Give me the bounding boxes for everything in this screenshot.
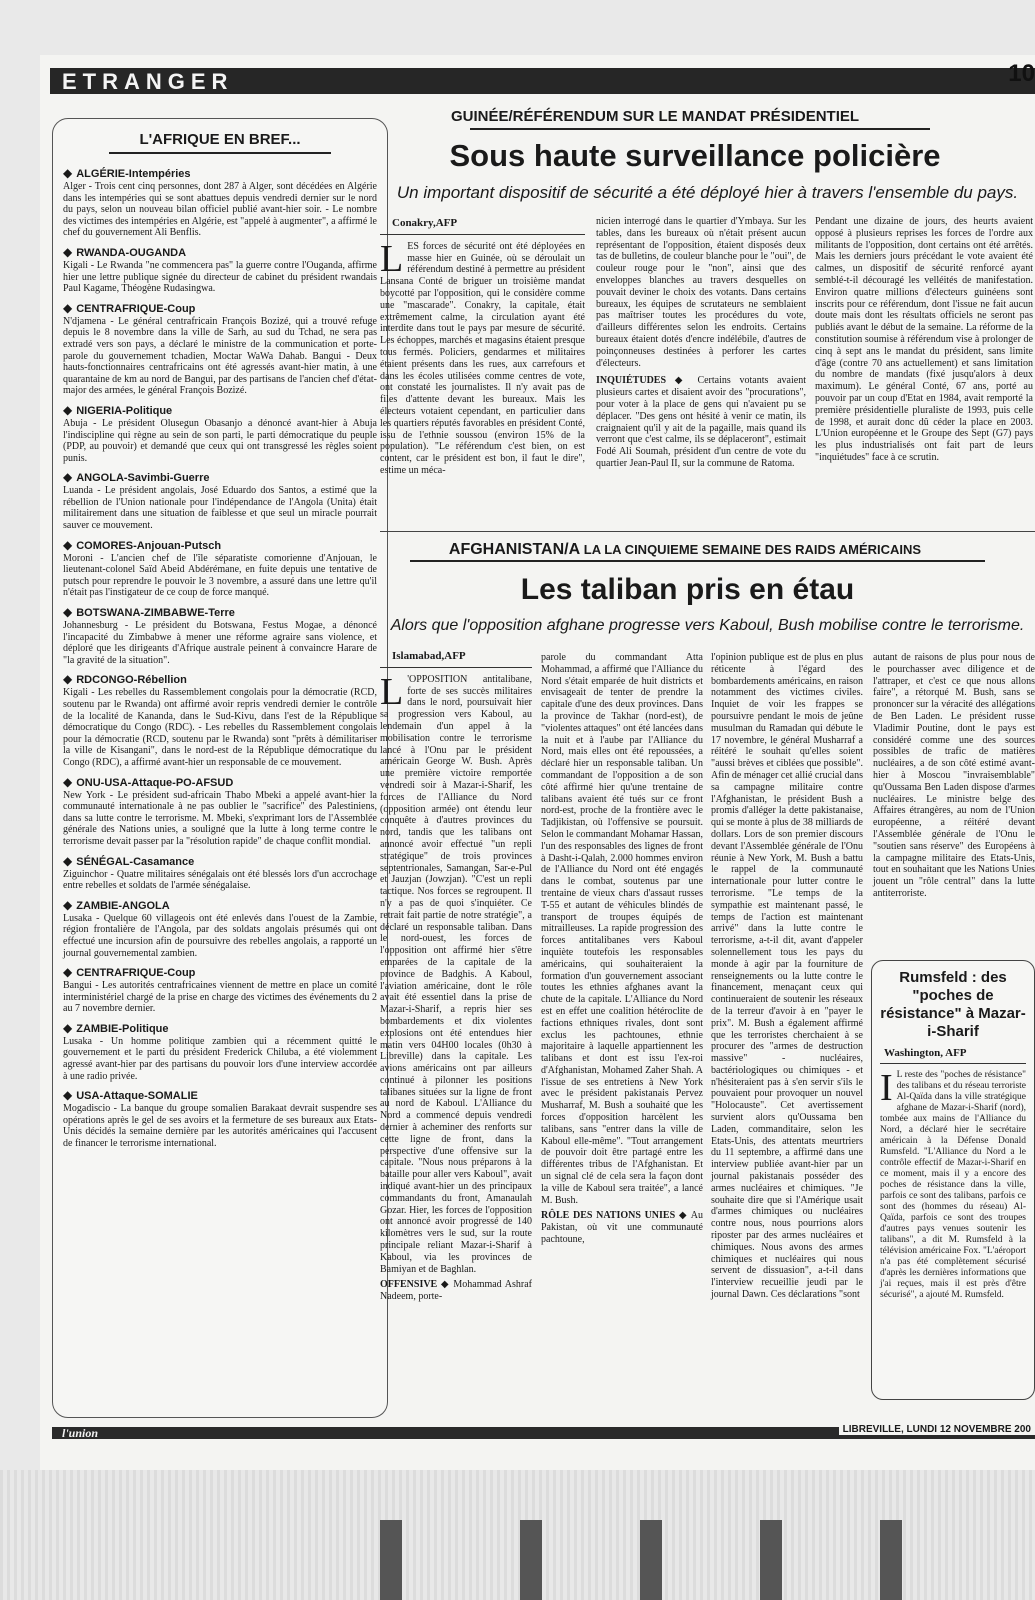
brief-list — [63, 166, 377, 1150]
brief-item-heading — [63, 854, 377, 868]
brief-item-heading — [63, 605, 377, 619]
footer-dateline: LIBREVILLE, LUNDI 12 NOVEMBRE 200 — [839, 1424, 1035, 1435]
section-title: ETRANGER — [62, 69, 234, 94]
rumsfeld-inset-box — [871, 960, 1035, 1400]
afghan-kicker-rest: LA LA CINQUIEME SEMAINE DES RAIDS AMÉRICAINS — [580, 542, 922, 557]
brief-item-heading — [63, 166, 377, 180]
brief-item-title: USA-Attaque-SOMALIE — [76, 1090, 198, 1103]
diamond-bullet-icon: ◆ — [63, 897, 73, 912]
brief-item — [63, 301, 377, 397]
guinea-col2-text: nicien interrogé dans le quartier d'Ymbaya. Sur les tables, dans les bureaux où n'était présent aucun représentant de l'opposition, étaient disposés deux tas de bulletins, de couleur blanche pour le "oui", de couleur rouge pour le "non", ainsi que des enveloppes blanches au travers desquelles on pouvait deviner le choix des votants. Dans certains bureaux, les équipes de scrutateurs ne semblaient pas maîtriser toutes les procédures du vote, d'ailleurs différentes selon les endroits. Certains bureaux étaient dotés d'encre indélébile, d'autres de poinçonneuses destinées à perforer les cartes d'électeurs. — [596, 216, 806, 369]
brief-item-heading — [63, 301, 377, 315]
guinea-col2-text-b: Certains votants avaient plusieurs cartes et disaient avoir des "procurations", pour voter à la place de gens qui n'avaient pu se déplacer. "Des gens ont hésité à venir ce matin, ils craignaient qu'il y ait de la pagaille, mais quand ils verront que c'est calme, ils se déplaceront", estimait Fodé Ali Soumah, président d'un centre de vote du quartier Jean-Paul II, sur la commune de Ratoma. — [596, 375, 806, 469]
brief-title: L'AFRIQUE EN BREF... — [139, 131, 301, 148]
afghan-dropcap: L — [380, 670, 404, 713]
guinea-dateline: Conakry,AFP — [380, 212, 585, 235]
guinea-subhead: Un important dispositif de sécurité a été déployé hier à travers l'ensemble du pays. — [396, 183, 1019, 202]
africa-brief-panel — [52, 118, 388, 1418]
page-number: 10 — [1008, 60, 1035, 87]
brief-item-heading — [63, 898, 377, 912]
brief-item — [63, 1021, 377, 1082]
rumsfeld-dateline: Washington, AFP — [880, 1041, 1026, 1064]
brief-item-heading — [63, 1088, 377, 1102]
brief-item-text: Luanda - Le président angolais, José Eduardo dos Santos, a estimé que la rébellion de l'Union nationale pour l'indépendance de l'Angola (Unita) était militairement dans une situation de faiblesse et que seul un miracle pourrait sauver ce mouvement. — [63, 485, 377, 532]
afghan-col2-tail: Au Pakistan, où vit une communauté pachtoune, — [541, 1210, 703, 1246]
afghan-intertitle-1: OFFENSIVE — [380, 1279, 438, 1291]
brief-item-text: Alger - Trois cent cinq personnes, dont 287 à Alger, sont décédées en Algérie dans les intempéries qui se sont abattues depuis vendredi dernier sur le nord du pays, selon un nouveau bilan officiel publié avant-hier soir. - Le nombre des victimes des intempéries en Algérie, est "appelé à augmenter", a affirmé le chef du gouvernement Ali Benflis. — [63, 181, 377, 239]
scan-artifact — [520, 1520, 542, 1600]
guinea-dropcap: L — [380, 237, 404, 280]
brief-item-title: CENTRAFRIQUE-Coup — [76, 302, 196, 315]
brief-item — [63, 672, 377, 768]
brief-item-title: CENTRAFRIQUE-Coup — [76, 967, 196, 980]
diamond-bullet-icon: ◆ — [63, 470, 73, 485]
afghan-kicker-rule — [410, 560, 985, 562]
brief-item — [63, 605, 377, 666]
guinea-intertitle: INQUIÉTUDES — [596, 375, 667, 387]
newspaper-logo: l'union — [62, 1426, 99, 1440]
scan-artifact — [760, 1520, 782, 1600]
diamond-bullet-icon: ◆ — [63, 1020, 73, 1035]
brief-item-text: Mogadiscio - La banque du groupe somalien Barakaat devrait suspendre ses opérations après le gel de ses avoirs et la fermeture de ses bureaux aux Etats-Unis décidés la semaine dernière par les autorités américaines qui l'accusent de financer le terrorisme international. — [63, 1103, 377, 1150]
guinea-kicker: GUINÉE/RÉFÉRENDUM SUR LE MANDAT PRÉSIDENTIEL — [450, 108, 860, 125]
brief-item-heading — [63, 538, 377, 552]
section-header-bar — [50, 68, 1035, 94]
brief-item-heading — [63, 672, 377, 686]
rumsfeld-dropcap: I — [880, 1067, 893, 1109]
brief-item-title: ZAMBIE-ANGOLA — [76, 899, 170, 912]
afghan-column-3 — [711, 652, 863, 1301]
afghan-col3-text: l'opinion publique est de plus en plus réticente à l'égard des bombardements américains, en raison notamment des victimes civiles. Inquiet de voir les frappes se poursuivre pendant le mois de jeûne musulman du Ramadan qui débute le 17 novembre, le général Musharraf a réitéré le souhait qu'elles soient "aussi brèves et ciblées que possible". Afin de ménager cet allié crucial dans sa campagne militaire contre l'Afghanistan, le président Bush a promis d'alléger la dette pakistanaise, qui se monte à plus de 38 milliards de dollars. Lors de son premier discours devant l'Assemblée générale de l'Onu réunie à New York, M. Bush a battu le rappel de la communauté internationale pour lutter contre le terrorisme. "Le temps de la sympathie est maintenant passé, le temps de l'action est maintenant arrivé" dans la lutte contre le terrorisme, a-t-il dit, avant d'appeler solennellement tous les pays du monde à agir par la fourniture de renseignements ou la lutte contre le financement, menaçant ceux qui continueraient de soutenir les réseaux de la terreur d'avoir à en "payer le prix". M. Bush a également affirmé que les terroristes cherchaient à se procurer des "armes de destruction massive" - nucléaires, bactériologiques ou chimiques - et n'hésiteraient pas à s'en servir s'ils le pouvaient pour provoquer un nouvel "Holocauste". Cet avertissement survient alors qu'Oussama ben Laden, commanditaire, selon les Etats-Unis, des attentats meurtriers du 11 septembre, a affirmé dans une interview publiée avant-hier par un journal pakistanais posséder des armes nucléaires et chimiques. "Je souhaite dire que si l'Amérique usait d'armes chimiques ou nucléaires contre nous, nous pourrions alors riposter par des armes nucléaires et chimiques. Nous avons des armes chimiques et nucléaires qui nous servent de dissuasion", a-t-il dans l'interview recueillie jeudi par le journal Dawn. Ces déclarations "sont — [711, 652, 863, 1301]
brief-item-heading — [63, 775, 377, 789]
diamond-bullet-icon: ◆ — [63, 605, 73, 620]
diamond-bullet-icon: ◆ — [63, 965, 73, 980]
brief-item — [63, 470, 377, 531]
brief-title-rule — [109, 152, 331, 154]
brief-item-heading — [63, 403, 377, 417]
diamond-bullet-icon: ◆ — [63, 402, 73, 417]
diamond-bullet-icon: ◆ — [63, 774, 73, 789]
brief-item-text: New York - Le président sud-africain Thabo Mbeki a appelé avant-hier la communauté internationale à ne pas oublier le "sacrifice" des Palestiniens, dans sa lutte contre le terrorisme. M. Mbeki, s'exprimant lors de l'Assemblée générale des Nations unies, a souligné que la lutte à long terme contre le terrorisme devait passer par la "résolution rapide" de chaque conflit mondial. — [63, 789, 377, 847]
brief-item-text: Ziguinchor - Quatre militaires sénégalais ont été blessés lors d'un accrochage entre rebelles et soldats de l'armée sénégalaise. — [63, 868, 377, 892]
brief-item-heading — [63, 245, 377, 259]
brief-item — [63, 1088, 377, 1149]
scan-artifact — [640, 1520, 662, 1600]
guinea-column-1 — [380, 212, 585, 477]
brief-item — [63, 245, 377, 295]
brief-item-text: Kigali - Le Rwanda "ne commencera pas" la guerre contre l'Ouganda, affirme hier une lettre publique signée du directeur de cabinet du président rwandais Paul Kagame, Théogène Rudasingwa. — [63, 259, 377, 295]
brief-item-text: Abuja - Le président Olusegun Obasanjo a dénoncé avant-hier à Abuja l'indiscipline qui règne au sein de son parti, le parti démocratique du peuple (PDP, au pouvoir) et demandé que ceux qui ont transgressé les règles soient punis. — [63, 417, 377, 464]
brief-item-heading — [63, 1021, 377, 1035]
rumsfeld-body — [880, 1067, 1026, 1301]
diamond-bullet-icon: ◆ — [63, 672, 73, 687]
afghan-col1-text: 'OPPOSITION antitalibane, forte de ses succès militaires dans le nord, poursuivait hier sa progression vers Kaboul, au lendemain d'un appel à la mobilisation contre le terrorisme lancé à l'Onu par le président américain George W. Bush. Après une première victoire remportée vendredi soir à Mazar-i-Sharif, les forces de l'Alliance du Nord (opposition armée) ont étendu leur conquête à d'autres provinces du nord, tandis que les talibans ont annoncé avoir effectué "un repli stratégique" de trois provinces septentrionales, Samangan, Sar-e-Pul et Jauzjan (Jowzjan). "C'est un repli tactique. Nos forces se regroupent. Il n'y a pas de quoi s'inquiéter. Ce retrait fait partie de notre stratégie", a déclaré un responsable taliban. Dans le nord-ouest, les forces de l'opposition ont affirmé hier s'être emparées de la capitale de la province de Badghis. A Kaboul, l'aviation américaine, dont le rôle avait été essentiel dans la prise de Mazar-i-Sharif, a repris hier ses bombardements et dix violentes explosions ont été entendues hier matin vers 04H00 locales (0h30 à Libreville) dans la capitale. Les avions américains ont par ailleurs continué à pilonner les positions talibanes situées sur la ligne de front au nord de Kaboul. L'Alliance du Nord a commencé depuis vendredi dernier à acheminer des renforts sur cette ligne de front, dans la perspective d'une offensive sur la capitale. "Nous nous préparons à la bataille pour aller vers Kaboul", avait indiqué avant-hier un des principaux commandants du front, Amanaulah Gozar. Hier, les forces de l'opposition ont annoncé avoir progressé de 140 kilomètres vers le sud, sur la route principale reliant Mazar-i-Sharif à Kaboul, via les provinces de Bamiyan et de Baghlan. — [380, 673, 532, 1275]
brief-item-heading — [63, 470, 377, 484]
brief-item-title: RDCONGO-Rébellion — [76, 674, 187, 687]
brief-item — [63, 898, 377, 959]
diamond-bullet-icon: ◆ — [63, 166, 73, 180]
rumsfeld-text: L reste des "poches de résistance" des talibans et du réseau terroriste Al-Qaïda dans la ville stratégique afghane de Mazar-i-Sharif (nord), tombée aux mains de l'Alliance du Nord, a déclaré hier le secrétaire américain à la Défense Donald Rumsfeld. "L'Alliance du Nord a le contrôle effectif de Mazar-i-Sharif en ce moment, mais il y a encore des poches de résistance dans la ville, parfois ce sont des talibans, parfois ce sont des (hommes du réseau) Al-Qaïda, parfois ce sont des troupes d'autres pays venues soutenir les talibans", a dit M. Rumsfeld à la télévision américaine Fox. "L'aéroport n'a pas été complètement sécurisé d'après les dernières informations que j'ai reçues, mais il est près d'être sécurisé", a ajouté M. Rumsfeld. — [880, 1070, 1026, 1300]
afghan-dateline: Islamabad,AFP — [380, 645, 532, 668]
brief-item-text: N'djamena - Le général centrafricain François Bozizé, qui a trouvé refuge depuis le 8 novembre dans la ville de Sarh, au sud du Tchad, ne sera pas extradé vers son pays, a déclaré le ministre de la communication et porte-parole du gouvernement tchadien, Moctar WaWa Dahab. Bangui - Deux hauts-fonctionnaires centrafricains ont été agressés avant-hier matin, à une quarantaine de km au nord de Bangui, par des partisans de l'ancien chef d'état-major des armées, le général François Bozizé. — [63, 315, 377, 397]
afghan-column-1: Islamabad,AFP L 'OPPOSITION antitalibane, forte de ses succès militaires dans le nord, poursuivait hier sa progression vers Kaboul, au lendemain d'un appel à la mobilisation contre le terrorisme lancé à l'Onu par le président américain George W. Bush. Après une première victoire remportée vendredi soir à Mazar-i-Sharif, les forces de l'Alliance du Nord (opposition armée) ont étendu leur conquête à d'autres provinces du nord, tandis que les talibans ont annoncé avoir effectué "un repli stratégique" de trois provinces septentrionales, Samangan, Sar-e-Pul et Jauzjan (Jowzjan). "C'est un repli tactique. Nos forces se regroupent. Il n'y a pas de quoi s'inquiéter. Ce retrait fait partie de notre stratégie", a déclaré un responsable taliban. Dans le nord-ouest, les forces de l'opposition ont affirmé hier s'être emparées de la capitale de la province de Badghis. A Kaboul, l'aviation américaine, dont le rôle avait été essentiel dans la prise de Mazar-i-Sharif, a repris hier ses bombardements et dix violentes explosions ont été entendues hier matin vers 04H00 locales (0h30 à Libreville) dans la capitale. Les avions américains ont par ailleurs continué à pilonner les positions talibanes situées sur la ligne de front au nord de Kaboul. L'Alliance du Nord a commencé depuis vendredi dernier à acheminer des renforts sur cette ligne de front, dans la perspective d'une offensive sur la capitale. "Nous nous préparons à la bataille pour aller vers Kaboul", avait indiqué avant-hier un des principaux commandants du front, Amanaulah Gozar. Hier, les forces de l'opposition ont annoncé avoir progressé de 140 kilomètres vers le sud, sur la route principale reliant Mazar-i-Sharif à Kaboul, via les provinces de Bamiyan et de Baghlan. OFFENSIVE ◆ Mohammad Ashraf Nadeem, porte- — [380, 645, 532, 1303]
brief-item-title: NIGERIA-Politique — [76, 404, 173, 417]
afghan-col4-text: autant de raisons de plus pour nous de le pourchasser avec diligence et de l'attraper, et c'est ce que nous allons faire", a rétorqué M. Bush, sans se prononcer sur la véracité des allégations de Ben Laden. Le président russe Vladimir Poutine, dont le pays est considéré comme une des sources possibles de trafic de matières nucléaires, a de son côté estimé avant-hier à Moscou "invraisemblable" qu'Oussama Ben Laden dispose d'armes nucléaires. Le ministre belge des Affaires étrangères, au nom de l'Union européenne, a réitéré devant l'Assemblée générale de l'Onu le "soutien sans réserve" des Européens à la campagne militaire des Etats-Unis, tout en souhaitant que les Nations Unies jouent un "rôle central" dans la lutte antiterroriste. — [873, 652, 1035, 899]
afghan-kicker — [380, 541, 990, 559]
diamond-bullet-icon: ◆ — [63, 1088, 73, 1103]
diamond-bullet-icon: ◆ — [63, 853, 73, 868]
brief-item-title: ZAMBIE-Politique — [76, 1022, 169, 1035]
brief-item-text: Moroni - L'ancien chef de l'île séparatiste comorienne d'Anjouan, le lieutenant-colonel Saïd Abeid Abdérémane, en fuite depuis une tentative de putsch pour reprendre le pouvoir le 3 novembre, a assuré dans une lettre qu'il n'était pas l'instigateur de ce coup de force manqué. — [63, 552, 377, 599]
article-divider — [380, 531, 1035, 532]
diamond-bullet-icon: ◆ — [63, 244, 73, 259]
brief-item-title: ALGÉRIE-Intempéries — [76, 168, 191, 180]
brief-item-text: Kigali - Les rebelles du Rassemblement congolais pour la démocratie (RCD, soutenu par le Rwanda) ont affirmé avoir repris vendredi dernier le contrôle de la localité de Kananda, dans le Sud-Kivu, dans l'est de la République démocratique du Congo (RDC). - Les rebelles du Rassemblement congolais pour la démocratie (RCD, soutenu par le Rwanda) sont "prêts à démilitariser la ville de Kisangani", dans le nord-est de la République démocratique du Congo (RDC), a affirmé avant-hier un responsable de ce mouvement. — [63, 687, 377, 768]
brief-item — [63, 403, 377, 464]
brief-item-title: COMORES-Anjouan-Putsch — [76, 539, 222, 552]
brief-item — [63, 775, 377, 848]
afghan-column-2: parole du commandant Atta Mohammad, a affirmé que l'Alliance du Nord s'était emparée de huit districts et envisageait de tenter de prendre la capitale d'une des deux provinces. Dans la province de Takhar (nord-est), de "violentes attaques" ont été lancées dans la nuit et à l'aube par l'Alliance du Nord, mais elles ont été repoussées, a déclaré hier un responsable taliban. Un commandant de l'opposition a de son côté affirmé hier qu'une trentaine de talibans avaient été tués sur ce front nord-est, proche de la frontière avec le Tadjikistan, où l'offensive se poursuit. Selon le commandant Mohamar Hassan, l'un des responsables des lignes de front à Dasht-i-Qalah, 2.000 hommes environ de l'Alliance du Nord ont été engagés dans le combat, soutenus par une trentaine de vieux chars d'assaut russes T-55 et autant de véhicules blindés de transport de troupes équipés de mitrailleuses. La rapide progression des forces antitalibanes vers Kaboul inquiète toutefois les responsables américains, qui souhaiteraient la formation d'un gouvernement associant toutes les ethnies afghanes avant la chute de la capitale. L'Alliance du Nord est en effet une coalition hétéroclite de factions ethniques rivales, dont sont exclus les pachtounes, ethnie majoritaire à laquelle appartiennent les talibans et dont est issu l'ex-roi d'Afghanistan, Mohamed Zaher Shah. A l'issue de ses entretiens à New York avec le président pakistanais Pervez Musharraf, M. Bush a souhaité que les forces d'opposition harcèlent les talibans, sans "entrer dans la ville de Kaboul elle-même". "Tout arrangement de pouvoir doit être partagé entre les différentes tribus de l'Afghanistan. Et un signal clé de cela sera la façon dont la ville de Kaboul sera traitée", a lancé M. Bush. RÔLE DES NATIONS UNIES ◆ Au Pakistan, où vit une communauté pachtoune, — [541, 652, 703, 1246]
scan-artifact — [880, 1520, 902, 1600]
brief-item-text: Lusaka - Un homme politique zambien qui a récemment quitté le gouvernement et le parti du président Frederick Chiluba, a été violemment agressé avant-hier par des partisans du pouvoir lors d'une interview accordée à une radio privée. — [63, 1035, 377, 1082]
brief-item-title: RWANDA-OUGANDA — [76, 246, 187, 259]
diamond-bullet-icon: ◆ — [63, 300, 73, 315]
afghan-col2-text: parole du commandant Atta Mohammad, a affirmé que l'Alliance du Nord s'était emparée de huit districts et envisageait de tenter de prendre la capitale d'une des deux provinces. Dans la province de Takhar (nord-est), de "violentes attaques" ont été lancées dans la nuit et à l'aube par l'Alliance du Nord, mais elles ont été repoussées, a déclaré hier un responsable taliban. Un commandant de l'opposition a de son côté affirmé hier qu'une trentaine de talibans avaient été tués sur ce front nord-est, proche de la frontière avec le Tadjikistan, où l'offensive se poursuit. Selon le commandant Mohamar Hassan, l'un des responsables des lignes de front à Dasht-i-Qalah, 2.000 hommes environ de l'Alliance du Nord ont été engagés dans le combat, soutenus par une trentaine de vieux chars d'assaut russes T-55 et autant de véhicules blindés de transport de troupes équipés de mitrailleuses. La rapide progression des forces antitalibanes vers Kaboul inquiète toutefois les responsables américains, qui souhaiteraient la formation d'un gouvernement associant toutes les ethnies afghanes avant la chute de la capitale. L'Alliance du Nord est en effet une coalition hétéroclite de factions ethniques rivales, dont sont exclus les pachtounes, ethnie majoritaire à laquelle appartiennent les talibans et dont est issu l'ex-roi d'Afghanistan, Mohamed Zaher Shah. A l'issue de ses entretiens à New York avec le président pakistanais Pervez Musharraf, M. Bush a souhaité que les forces d'opposition harcèlent les talibans, sans "entrer dans la ville de Kaboul elle-même". "Tout arrangement de pouvoir doit être partagé entre les différentes tribus de l'Afghanistan. Et un signal clé de cela sera la façon dont la ville de Kaboul sera traitée", a lancé M. Bush. — [541, 652, 703, 1206]
brief-item-text: Bangui - Les autorités centrafricaines viennent de mettre en place un comité interministériel chargé de la prise en charge des victimes des événements du 2 au 7 novembre dernier. — [63, 980, 377, 1015]
brief-item-text: Lusaka - Quelque 60 villageois ont été enlevés dans l'ouest de la Zambie, région frontalière de l'Angola, par des soldats angolais présumés qui ont effectué une incursion afin de poursuivre des rebelles angolais, a rapporté un journal gouvernemental zambien. — [63, 912, 377, 959]
brief-item — [63, 965, 377, 1015]
guinea-col1-text: ES forces de sécurité ont été déployées en masse hier en Guinée, où se déroulait un référendum destiné à permettre au président Lansana Conté de briguer un troisième mandat boycotté par l'opposition, qui le considère comme une "mascarade". Conakry, la capitale, était extrêmement calme, la circulation ayant été interdite dans tout le pays par mesure de sécurité. Les échoppes, marchés et magasins étaient presque tous fermés. Policiers, gendarmes et militaires étaient présents dans les rues, aux carrefours et dans les écoles utilisées comme centres de vote, ont constaté les journalistes. Il n'y avait pas de files d'attente devant les bureaux. Mais les électeurs votaient cependant, en particulier dans les quartiers réputés favorables en président Conté, issu de l'ethnie soussou (environ 15% de la population). "Le référendum c'est bien, on est content, car le président est bon, il faut le dire", estime un méca- — [380, 240, 585, 476]
brief-item-title: ANGOLA-Savimbi-Guerre — [76, 472, 210, 485]
guinea-col3-text: Pendant une dizaine de jours, des heurts avaient opposé à plusieurs reprises les forces de l'ordre aux militants de l'opposition, dont certains ont été arrêtés. Mais les derniers jours précédant le vote avaient été calmes, un dispositif de sécurité renforcé ayant semblé-t-il découragé les velléités de manifestation. Environ quatre millions d'électeurs guinéens sont inscrits pour ce référendum, dont l'issue ne fait aucun doute mais dont les résultats officiels ne seront pas publiés avant le début de la semaine. La réforme de la constitution soumise à référendum vise à prolonger de cinq à sept ans le mandat du président, sans limite d'âge (contre 70 ans actuellement) et sans limitation du nombre de mandats (fixé jusqu'alors à deux maximum). Le général Conté, 67 ans, porté au pouvoir par un coup d'Etat en 1984, avait remporté la première présidentielle pluraliste de 1993, puis celle de 1998, et aurait donc dû céder la place en 2003. L'Union européenne et le Groupe des Sept (G7) pays les plus industrialisés ont fait part de leurs "inquiétudes" face à ce scrutin. — [815, 216, 1033, 463]
brief-item-title: SÉNÉGAL-Casamance — [76, 855, 195, 868]
guinea-column-3 — [815, 216, 1033, 464]
guinea-column-2: nicien interrogé dans le quartier d'Ymbaya. Sur les tables, dans les bureaux où n'était présent aucun représentant de l'opposition, étaient disposés deux tas de bulletins, de couleur blanche pour le "oui", de couleur rouge pour le "non", ainsi que des enveloppes blanches au travers desquelles on pouvait deviner le choix des votants. Dans certains bureaux, les équipes de scrutateurs ne semblaient pas maîtriser toutes les procédures du vote, d'ailleurs différentes selon les endroits. Certains bureaux étaient dotés d'encre indélébile, d'autres de poinçonneuses destinées à perforer les cartes d'électeurs. INQUIÉTUDES ◆ Certains votants avaient plusieurs cartes et disaient avoir des "procurations", pour voter à la place de gens qui n'avaient pu se déplacer. "Des gens ont hésité à venir ce matin, ils craignaient qu'il y ait de la pagaille, mais quand ils verront que c'est calme, ils se déplaceront", estimait Fodé Ali Soumah, président d'un centre de vote du quartier Jean-Paul II, sur la commune de Ratoma. — [596, 216, 806, 469]
afghan-subhead: Alors que l'opposition afghane progresse vers Kaboul, Bush mobilise contre le terrorisme. — [390, 617, 1025, 634]
scan-artifact — [380, 1520, 402, 1600]
afghan-col1-tail: Mohammad Ashraf Nadeem, porte- — [380, 1279, 532, 1303]
diamond-bullet-icon: ◆ — [63, 537, 73, 552]
afghan-kicker-main: AFGHANISTAN/A — [448, 541, 581, 558]
brief-item-text: Johannesburg - Le président du Botswana, Festus Mogae, a dénoncé l'incapacité du Zimbabwe à mener une réforme agraire sans violence, et déploré que les dirigeants d'Afrique australe peinent à convaincre Harare de "la gravité de la situation". — [63, 620, 377, 666]
afghan-intertitle-2: RÔLE DES NATIONS UNIES — [541, 1210, 676, 1222]
guinea-headline: Sous haute surveillance policière — [449, 138, 941, 173]
brief-item — [63, 166, 377, 239]
brief-item — [63, 854, 377, 892]
brief-item-heading — [63, 965, 377, 979]
afghan-column-4 — [873, 652, 1035, 900]
brief-item — [63, 538, 377, 599]
afghan-headline: Les taliban pris en étau — [520, 573, 855, 606]
rumsfeld-title: Rumsfeld : des "poches de résistance" à Mazar-i-Sharif — [880, 969, 1026, 1040]
guinea-kicker-rule — [470, 128, 930, 130]
brief-item-title: BOTSWANA-ZIMBABWE-Terre — [76, 607, 235, 620]
brief-item-title: ONU-USA-Attaque-PO-AFSUD — [76, 776, 234, 789]
